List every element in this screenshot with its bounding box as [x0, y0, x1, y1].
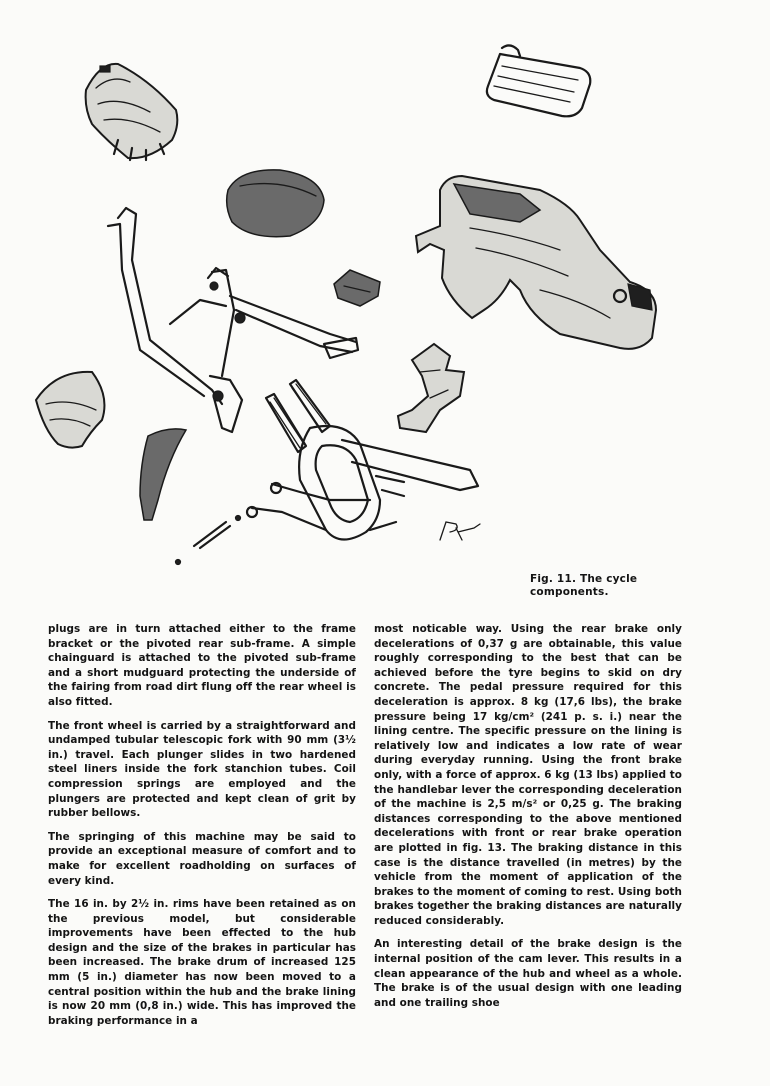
paragraph: most noticable way. Using the rear brake only decelerations of 0,37 g are obtainable, this value roughly corresponding to the best that can be achieved before the tyre begins to skid on dry concrete. The pedal pressure required for this deceleration is approx. 8 kg (17,6 lbs), the brake pressure being 17 kg/cm² (241 p. s. i.) near the lining centre. The specific pressure on the lining is relatively low and indicates a low rate of wear during everyday running. Using the front brake only, with a force of approx. 6 kg (13 lbs) applied to the handlebar lever the corresponding deceleration of the machine is 2,5 m/s² or 0,25 g. The braking distances corresponding to the above mentioned decelerations with front or rear brake operation are plotted in fig. 13. The braking distance in this case is the distance travelled (in metres) by the vehicle from the moment of application of the brakes to the moment of coming to rest. Using both brakes together the braking distances are naturally reduced considerably. [374, 623, 682, 927]
headlamp-cowl-drawing [86, 64, 178, 160]
paragraph: plugs are in turn attached either to the frame bracket or the pivoted rear sub-frame. A simple chainguard is attached to the pivoted sub-frame and a short mudguard protecting the underside of the fairing from road dirt flung off the rear wheel is also fitted. [48, 623, 356, 708]
paragraph: The front wheel is carried by a straightforward and undamped tubular telescopic fork with 90 mm (3½ in.) travel. Each plunger slides in two hardened steel liners inside the fork stanchion tubes. Coil compression springs are employed and the plungers are protected and kept clean of grit by rubber bellows. [48, 719, 356, 820]
paragraph: The springing of this machine may be said to provide an exceptional measure of comfort and to make for excellent roadholding on surfaces of every kind. [48, 830, 356, 887]
small-parts-drawing [176, 516, 241, 565]
chainguard-drawing [140, 429, 186, 520]
small-bracket-drawing [334, 270, 380, 306]
luggage-rack-drawing [487, 45, 590, 116]
figure-caption: Fig. 11. The cycle components. [530, 573, 638, 598]
mount-bracket-drawing [398, 344, 464, 432]
front-mudguard-drawing [36, 372, 104, 448]
artist-signature-drawing [440, 522, 480, 540]
text-column-left [48, 622, 356, 1037]
text-column-right [374, 622, 682, 1019]
paragraph: An interesting detail of the brake design is the internal position of the cam lever. This results in a clean appearance of the hub and wheel as a whole. The brake is of the usual design with one leading and one trailing shoe [374, 938, 682, 1009]
saddle-drawing [227, 170, 324, 237]
main-frame-drawing [108, 208, 358, 432]
rear-fairing-drawing [416, 176, 656, 349]
paragraph: The 16 in. by 2½ in. rims have been retained as on the previous model, but considerable improvements have been effected to the hub design and the size of the brakes in particular has been increased. The brake drum of increased 125 mm (5 in.) diameter has now been moved to a central position within the hub and the brake lining is now 20 mm (0,8 in.) wide. This has improved the braking performance in a [48, 898, 356, 1027]
